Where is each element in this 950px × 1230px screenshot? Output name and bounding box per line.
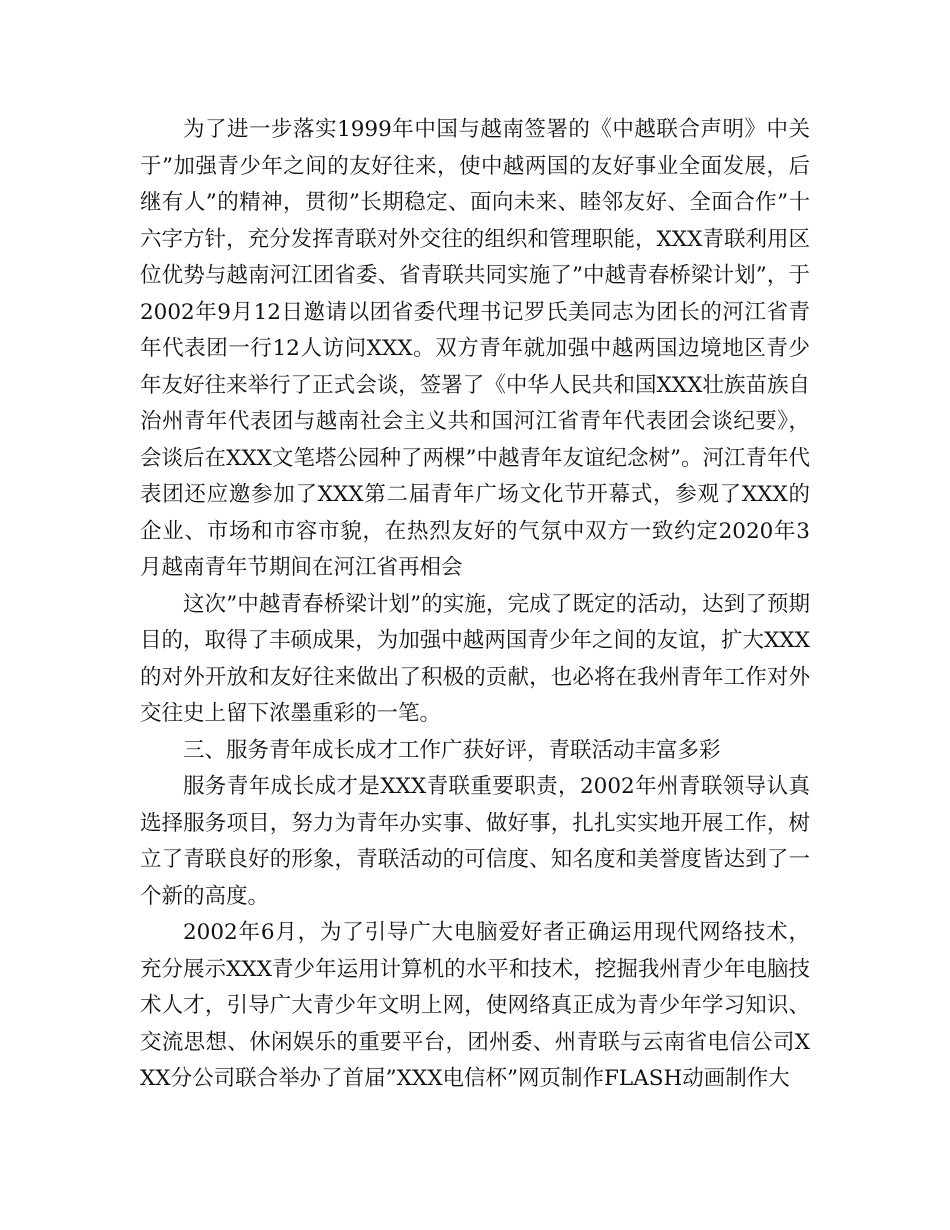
paragraph-web-design-contest: 2002年6月，为了引导广大电脑爱好者正确运用现代网络技术，充分展示XXX青少年运用计算机的水平和技术，挖掘我州青少年电脑技术人才，引导广大青少年文明上网，使网络真正成为青少年学习知识、交流思想、休闲娱乐的重要平台，团州委、州青联与云南省电信公司XXX分公司联合举办了首届”XXX电信杯”网页制作FLASH动画制作大 bbox=[140, 920, 810, 1091]
paragraph-bridge-plan-results: 这次”中越青春桥梁计划”的实施，完成了既定的活动，达到了预期目的，取得了丰硕成果，为加强中越两国青少年之间的友谊，扩大XXX的对外开放和友好往来做出了积极的贡献，也必将在我州青年工作对外交往史上留下浓墨重彩的一笔。 bbox=[140, 591, 810, 726]
section-heading-youth-services: 三、服务青年成长成才工作广获好评，青联活动丰富多彩 bbox=[183, 737, 721, 763]
document-page bbox=[140, 112, 810, 1098]
paragraph-sino-vietnam-exchange: 为了进一步落实1999年中国与越南签署的《中越联合声明》中关于”加强青少年之间的友好往来，使中越两国的友好事业全面发展，后继有人”的精神，贯彻”长期稳定、面向未来、睦邻友好、全面合作”十六字方针，充分发挥青联对外交往的组织和管理职能，XXX青联利用区位优势与越南河江团省委、省青联共同实施了”中越青春桥梁计划”，于2002年9月12日邀请以团省委代理书记罗氏美同志为团长的河江省青年代表团一行12人访问XXX。双方青年就加强中越两国边境地区青少年友好往来举行了正式会谈，签署了《中华人民共和国XXX壮族苗族自治州青年代表团与越南社会主义共和国河江省青年代表团会谈纪要》，会谈后在XXX文笔塔公园种了两棵”中越青年友谊纪念树”。河江青年代表团还应邀参加了XXX第二届青年广场文化节开幕式，参观了XXX的企业、市场和市容市貌，在热烈友好的气氛中双方一致约定2020年3月越南青年节期间在河江省再相会 bbox=[140, 117, 810, 580]
paragraph-youth-service-duty: 服务青年成长成才是XXX青联重要职责，2002年州青联领导认真选择服务项目，努力为青年办实事、做好事，扎扎实实地开展工作，树立了青联良好的形象，青联活动的可信度、知名度和美誉度皆达到了一个新的高度。 bbox=[140, 774, 810, 909]
